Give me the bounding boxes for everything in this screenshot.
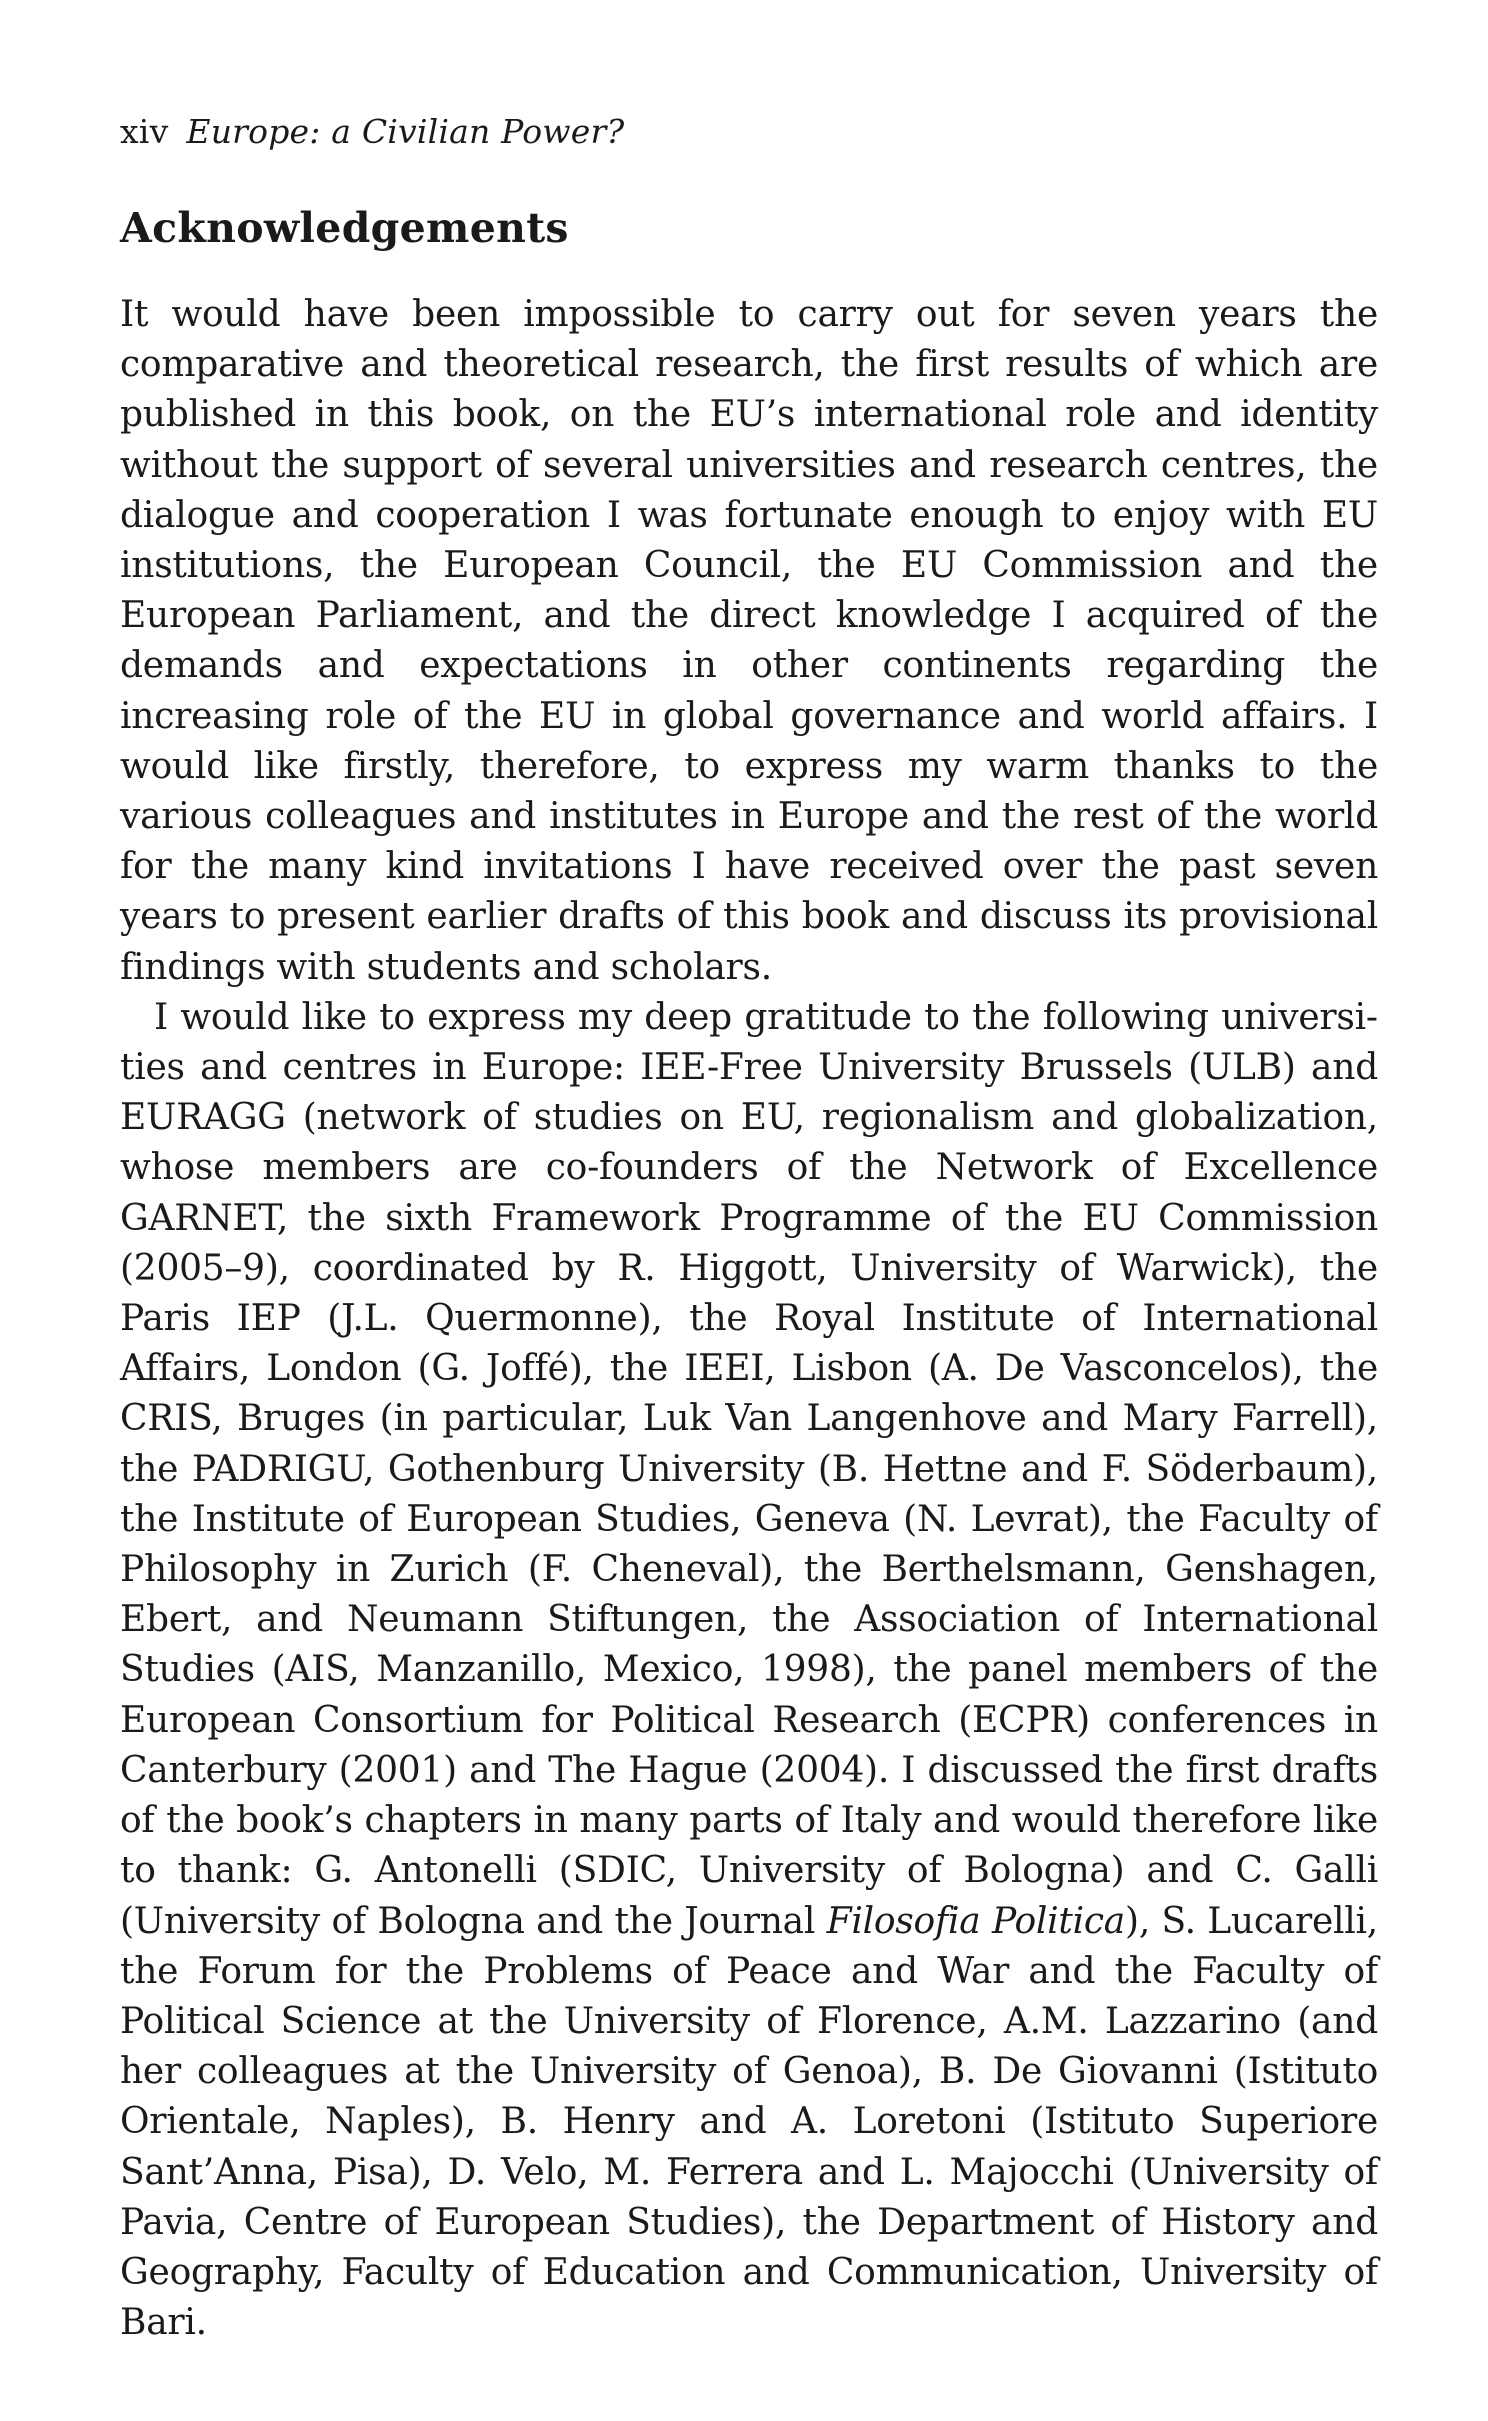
running-head xyxy=(120,110,1378,154)
paragraph-2 xyxy=(120,993,1378,2348)
page-number: xiv xyxy=(120,112,169,151)
paragraph-1: It would have been impossible to carry out for seven years the comparative and theoretical research, the first results of which are published in this book, on the EU’s international role and identity without the support of several universities and research centres, the dialogue and cooperation I was fortunate enough to enjoy with EU institutions, the European Council, the EU Commission and the European Parliament, and the direct knowledge I acquired of the demands and expectations in other continents regarding the increasing role of the EU in global governance and world affairs. I would like firstly, therefore, to express my warm thanks to the various colleagues and institutes in Europe and the rest of the world for the many kind invitations I have received over the past seven years to present earlier drafts of this book and discuss its provisional findings with students and scholars. xyxy=(120,294,1378,988)
paragraph-2-text-start: I would like to express my deep gratitude to the following universities and centres in Europe: IEE-Free University Brussels (ULB) and EURAGG (network of studies on EU, regionalism and globalization, whose members are co-founders of the Network of Excellence GARNET, the sixth Framework Programme of the EU Commission (2005–9), coordinated by R. Higgott, University of Warwick), the Paris IEP (J.L. Quermonne), the Royal Institute of International Affairs, London (G. Joffé), the IEEI, Lisbon (A. De Vasconcelos), the CRIS, Bruges (in particular, Luk Van Langenhove and Mary Farrell), the PADRIGU, Gothenburg University (B. Hettne and F. Söderbaum), the Institute of European Studies, Geneva (N. Levrat), the Faculty of Philosophy in Zurich (F. Cheneval), the Berthelsmann, Genshagen, Ebert, and Neumann Stiftungen, the Association of International Studies (AIS, Manzanillo, Mexico, 1998), the panel members of the European Consortium for Political Research (ECPR) conferences in Canterbury (2001) and The Hague (2004). I discussed the first drafts of the book’s chapters in many parts of Italy and would therefore like to thank: G. Antonelli (SDIC, University of Bologna) and C. Galli (University of Bologna and the Journal xyxy=(120,996,1378,1942)
journal-title: Filosofia Politica xyxy=(826,1900,1126,1942)
paragraph-2-text-end: ), S. Lucarelli, the Forum for the Problems of Peace and War and the Faculty of Political Science at the University of Florence, A.M. Lazzarino (and her colleagues at the University of Genoa), B. De Giovanni (Istituto Orientale, Naples), B. Henry and A. Loretoni (Istituto Superiore Sant’Anna, Pisa), D. Velo, M. Ferrera and L. Majocchi (University of Pavia, Centre of European Studies), the Department of History and Geography, Faculty of Education and Communication, University of Bari. xyxy=(120,1900,1378,2344)
running-head-title: Europe: a Civilian Power? xyxy=(186,112,625,151)
section-heading: Acknowledgements xyxy=(120,204,569,252)
book-page xyxy=(120,110,1378,2348)
